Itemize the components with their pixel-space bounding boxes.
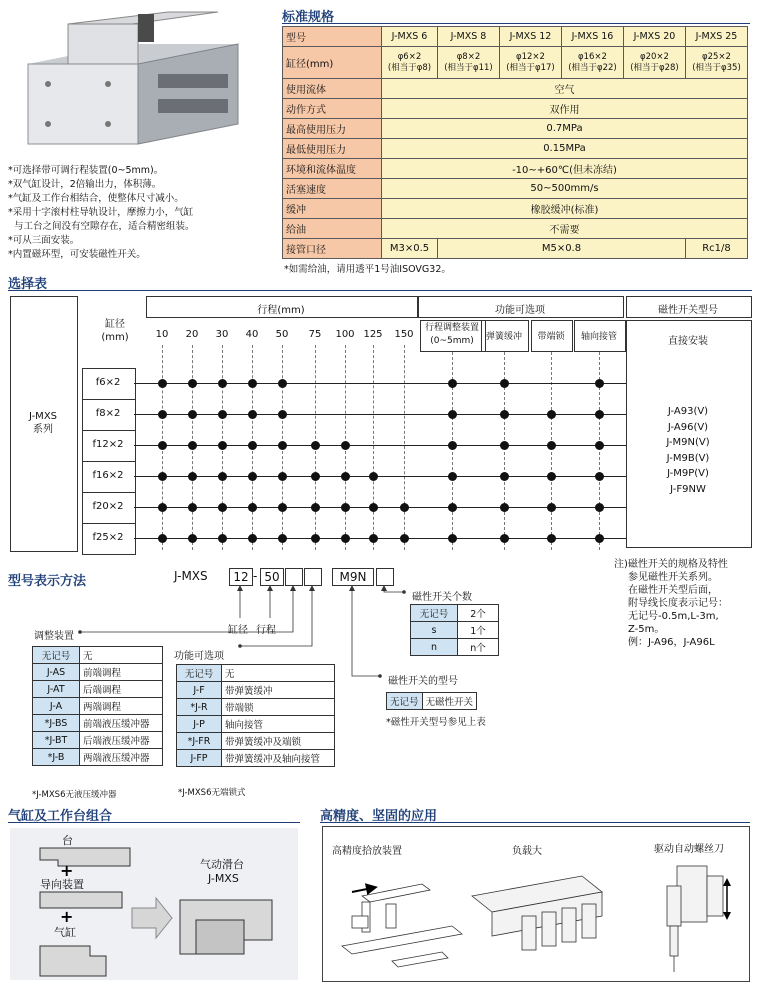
bore-cell: φ20×2 (相当于φ28) [623,47,685,79]
code-bore-box: 12 [229,568,253,586]
code-stroke-box: 50 [260,568,284,586]
switch-type-note: *磁性开关型号参见上表 [386,717,486,728]
adjust-note: *J-MXS6无液压缓冲器 [32,790,117,800]
table-row: *J-BT 后端液压缓冲器 [33,732,163,749]
table-row: s 1个 [411,622,499,639]
spec-row-label: 最低使用压力 [283,139,382,159]
table-row: *J-B 两端液压缓冲器 [33,749,163,766]
app-label: 负载大 [512,846,542,857]
switch-header: 磁性开关型号 [658,305,718,316]
spec-row-label: 使用流体 [283,79,382,99]
bore-label: f12×2 [92,439,124,450]
adjust-table [32,646,163,766]
switch-type-title: 磁性开关的型号 [388,676,458,687]
feature-item: *采用十字滚村柱导轨设计，摩擦力小，气缸 [8,207,194,218]
spec-row-label: 活塞速度 [283,179,382,199]
app-label: 驱动自动螺丝刀 [654,844,724,855]
func-note: *J-MXS6无端锁式 [178,788,246,798]
table-row: 无记号 无磁性开关 [387,693,477,710]
selection-title: 选择表 [8,277,48,292]
combo-diagram [10,828,298,980]
stroke-code-label: 行程 [256,625,276,636]
function-label: 轴向接管 [580,332,617,342]
func-table [176,664,335,767]
bore-code-label: 缸径 [228,625,248,636]
feature-item: *气缸及工作台相结合，使整体尺寸减小。 [8,193,184,204]
model-cell: J-MXS 6 [382,27,438,47]
code-dash: - [253,569,258,583]
switch-remark: 注)磁性开关的规格及特性 参见磁性开关系列。 在磁性开关型后面， 附导线长度表示记号： 无记号-0.5m,L-3m, Z-5m。 例：J-A96，J-A96L [614,559,728,648]
feature-item: *可从三面安装。 [8,235,80,246]
stroke-tick-label: 50 [275,329,289,340]
guide-label: 导向装置 [40,878,84,891]
port-value: M5×0.8 [437,239,685,259]
table-row: J-F 带弹簧缓冲 [177,682,335,699]
function-header: 功能可选项 [495,305,545,316]
apps-illustrations [322,856,748,978]
stroke-tick-label: 40 [245,329,259,340]
code-prefix: J-MXS [174,569,208,583]
combo-title: 气缸及工作台组合 [8,809,113,824]
feature-item: *可选择带可调行程装置(0~5mm)。 [8,165,164,176]
table-row: J-AS 前端调程 [33,664,163,681]
series-label: J-MXS 系列 [28,411,58,435]
port-value: M3×0.5 [382,239,438,259]
switch-item: J-A93(V) [667,406,709,417]
stroke-tick-label: 10 [155,329,169,340]
stroke-tick-label: 125 [363,329,383,340]
switch-item: J-M9N(V) [666,437,710,448]
switch-type-table [386,692,477,710]
feature-item: *内置磁环型，可安装磁性开关。 [8,249,146,260]
bore-cell: φ12×2 (相当于φ17) [499,47,561,79]
code-switch-box: M9N [332,568,374,586]
spec-row-value: 50~500mm/s [382,179,748,199]
table-row: J-A 两端调程 [33,698,163,715]
spec-note: *如需给油，请用透平1号油ISOVG32。 [284,264,451,275]
cylinder-label: 气缸 [54,926,76,939]
app-label: 高精度拾放装置 [332,846,402,857]
switch-item: J-M9B(V) [666,452,710,464]
spec-row-value: 双作用 [382,99,748,119]
bore-label: f20×2 [92,501,124,512]
bore-label: f6×2 [95,377,121,388]
spec-title: 标准规格 [282,10,335,25]
bore-label: 缸径(mm) [283,47,382,79]
switch-item: J-M9P(V) [667,468,709,479]
table-row: J-FP 带弹簧缓冲及轴向接管 [177,750,335,767]
bore-label: f16×2 [92,470,124,481]
model-label: 型号 [283,27,382,47]
model-cell: J-MXS 20 [623,27,685,47]
result-label: 气动滑台 [200,858,244,871]
table-row: *J-R 带端锁 [177,699,335,716]
stroke-tick-label: 75 [308,329,322,340]
table-row: n n个 [411,639,499,656]
stroke-header: 行程(mm) [257,305,305,316]
model-code-title: 型号表示方法 [8,574,87,589]
spec-row-value: 0.15MPa [382,139,748,159]
result-model: J-MXS [208,872,239,885]
feature-item: 与工台之间没有空隙存在，适合精密组装。 [8,221,195,232]
table-row: *J-FR 带弹簧缓冲及端锁 [177,733,335,750]
switch-item: J-A96(V) [667,421,709,433]
table-row: 无记号 无 [33,647,163,664]
table-row: 无记号 2个 [411,605,499,622]
combo-title-rule [8,822,300,823]
stroke-tick-label: 100 [335,329,355,340]
port-value: Rc1/8 [685,239,747,259]
spec-row-value: 空气 [382,79,748,99]
table-row: *J-BS 前端液压缓冲器 [33,715,163,732]
apps-title: 高精度、坚固的应用 [320,809,438,824]
count-table [410,604,499,656]
spec-row-label: 环境和流体温度 [283,159,382,179]
apps-title-rule [320,822,750,823]
model-cell: J-MXS 8 [437,27,499,47]
bore-cell: φ8×2 (相当于φ11) [437,47,499,79]
svg-text:+: + [60,907,74,926]
func-title: 功能可选项 [174,651,224,662]
model-cell: J-MXS 25 [685,27,747,47]
spec-row-label: 最高使用压力 [283,119,382,139]
svg-text:+: + [60,861,74,880]
function-label: 行程调整装置 (0~5mm) [424,323,479,346]
spec-row-value: -10~+60℃(但未冻结) [382,159,748,179]
port-label: 接管口径 [283,239,382,259]
bore-cell: φ16×2 (相当于φ22) [561,47,623,79]
bore-label: f25×2 [92,532,124,543]
direct-mount-label: 直接安装 [668,336,708,347]
spec-row-label: 动作方式 [283,99,382,119]
spec-row-label: 给油 [283,219,382,239]
spec-row-value: 橡胶缓冲(标准) [382,199,748,219]
function-label: 弹簧缓冲 [485,332,522,342]
stroke-tick-label: 150 [394,329,414,340]
stroke-tick-label: 30 [215,329,229,340]
bore-label: f8×2 [95,408,121,419]
table-row: J-P 轴向接管 [177,716,335,733]
table-row: 无记号 无 [177,665,335,682]
bore-cell: φ25×2 (相当于φ35) [685,47,747,79]
model-cell: J-MXS 12 [499,27,561,47]
adjust-title: 调整装置 [34,631,74,642]
function-label: 带端锁 [537,332,565,342]
bore-cell: φ6×2 (相当于φ8) [382,47,438,79]
table-label: 台 [62,834,73,847]
stroke-tick-label: 20 [185,329,199,340]
model-cell: J-MXS 16 [561,27,623,47]
switch-item: J-F9NW [670,483,706,495]
count-title: 磁性开关个数 [412,592,472,603]
table-row: J-AT 后端调程 [33,681,163,698]
bore-header: 缸径 (mm) [101,319,129,343]
feature-item: *双气缸设计，2倍输出力，体积薄。 [8,179,162,190]
spec-row-value: 不需要 [382,219,748,239]
spec-row-label: 缓冲 [283,199,382,219]
spec-row-value: 0.7MPa [382,119,748,139]
